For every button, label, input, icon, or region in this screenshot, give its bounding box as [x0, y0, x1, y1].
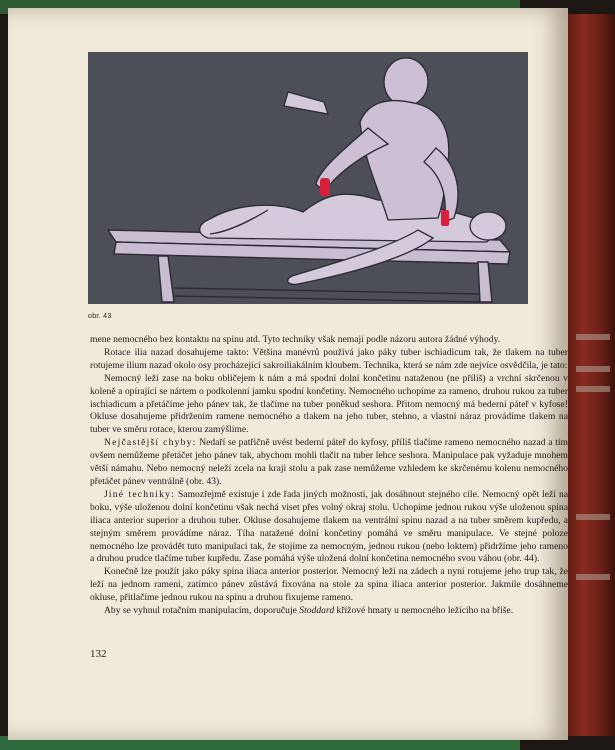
paragraph-text: mene nemocného bez kontaktu na spinu atd. Tyto techniky však nemají podle názoru autora žádné výhody.: [90, 334, 501, 345]
paragraph-text-tail: křížové hmaty u nemocného ležícího na břiše.: [334, 605, 514, 617]
paragraph: [90, 437, 568, 489]
paragraph: [90, 373, 568, 438]
paragraph-heading: Nejčastější chyby:: [104, 437, 197, 449]
figure-illustration: [88, 52, 528, 304]
paragraph-heading: Jiné techniky:: [104, 488, 175, 500]
page-number: 132: [90, 648, 107, 660]
paragraph-text: Rotace ilia nazad dosahujeme takto: Většina manévrů používá jako páky tuber ischiadicum tak, že tlakem na tuber rotujeme ilium nazad okolo osy procházející sakroiliakálním kloubem. Technika, která se nám zde nejvíce osvědčila, je tato:: [90, 346, 568, 371]
paragraph: [90, 566, 568, 605]
paragraph: [90, 489, 568, 566]
paragraph: [90, 334, 568, 347]
author-name: Stoddard: [299, 605, 335, 617]
paragraph: [90, 605, 568, 618]
paragraph-text: Nemocný leží zase na boku obličejem k nám a má spodní dolní končetinu nataženou (ne příliš) a vrchní skrčenou v koleně a opírající se nártem o podkolenní jamku spodní končetiny. Nemocného uchopíme za rameno, druhou rukou za tuber ischiadicum a přetáčíme jeho pánev tak, že tlačíme na tuber poněkud seshora. Přitom nemocný má bederní páteř v kyfose! Okluse dosahujeme přidržením ramene nemocného a tlakem na jeho tuber, stehno, a vlastní náraz provádíme tlakem na tuber ve směru rotace, kterou zamýšlíme.: [90, 372, 568, 436]
paragraph-text: Konečně lze použít jako páky spina iliaca anterior posterior. Nemocný leží na zádech a nyní rotujeme jeho trup tak, že leží na jednom rameni, zatímco pánev zůstává fixována na stole za spina iliaca anterior posterior. Jakmile dosáhneme okluse, přitlačíme jednou rukou na spinu a druhou fixujeme rameno.: [90, 566, 568, 604]
paragraph: [90, 347, 568, 373]
paragraph-text: Samozřejmě existuje i zde řada jiných možností, jak dosáhnout stejného cíle. Nemocný opět leží na boku, výše uloženou dolní končetinu však nechá viset přes volný okraj stolu. Uchopíme jednou rukou výše uloženou spina iliaca anterior superior a druhou tuber. Okluse dosahujeme tlakem na ventrální spinu nazad a na tuber směrem kupředu, a stejným směrem provádíme náraz. Tíha natažené dolní končetiny pomáhá ve směru manipulace. Ve stejné poloze nemocného lze provádět tuto manipulaci tak, že stojíme za nemocným, jednou rukou (nebo loktem) přidržíme jeho rameno a druhou prudce tlačíme tuber kupředu. Zase pomáhá výše uložená dolní končetina nemocného svou váhou (obr. 44).: [90, 488, 568, 565]
paragraph-text: Nedaří se patřičně uvést bederní páteř do kyfosy, příliš tlačíme rameno nemocného nazad a tím ovšem nemůžeme přetáčet jeho pánev tak, abychom mohli tlačit na tuber lehce seshora. Manipulace pak vyžaduje mnohem větší námahu. Nebo nemocný neleží zcela na kraji stolu a pak zase nemůžeme vzhledem ke skrčenému kolenu nemocného přetáčet pánev ventrálně (obr. 43).: [90, 437, 568, 487]
figure-caption: obr. 43: [88, 313, 112, 320]
book-spine: [566, 14, 615, 736]
body-text: [90, 334, 568, 618]
paragraph-text: Aby se vyhnul rotačním manipulacím, doporučuje: [104, 605, 300, 617]
